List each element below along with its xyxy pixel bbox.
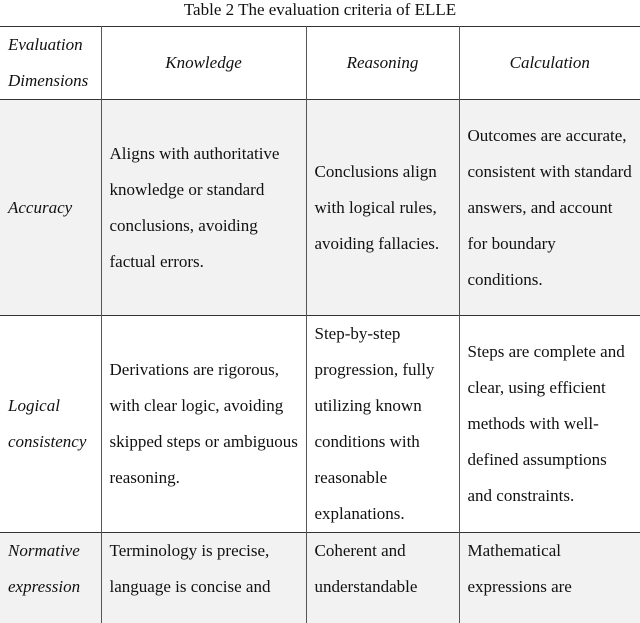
dimension-label: Logical consistency	[8, 396, 87, 451]
cell-reasoning	[306, 100, 459, 316]
header-knowledge	[101, 27, 306, 100]
header-calculation	[459, 27, 640, 100]
header-knowledge-label: Knowledge	[165, 53, 242, 72]
header-evaluation-dimensions-label: Evaluation Dimensions	[8, 35, 89, 90]
header-evaluation-dimensions	[0, 27, 101, 100]
cell-reasoning	[306, 533, 459, 623]
table-caption: Table 2 The evaluation criteria of ELLE	[183, 0, 457, 19]
calculation-criterion: Outcomes are accurate, consistent with standard answers, and account for boundary conditions.	[467, 125, 632, 289]
dimension-label: Accuracy	[8, 197, 73, 217]
knowledge-criterion: Terminology is precise, language is concise and	[109, 541, 271, 596]
knowledge-criterion: Aligns with authoritative knowledge or standard conclusions, avoiding factual errors.	[109, 143, 280, 271]
reasoning-criterion: Coherent and understandable	[314, 541, 418, 596]
cell-calculation	[459, 100, 640, 316]
evaluation-criteria-table	[0, 26, 640, 623]
cell-calculation	[459, 533, 640, 623]
cell-knowledge	[101, 316, 306, 533]
calculation-criterion: Steps are complete and clear, using efficient methods with well-defined assumptions and constraints.	[467, 342, 625, 505]
table-row-logical-consistency	[0, 316, 640, 533]
cell-dimension	[0, 100, 101, 316]
table-row-normative-expression	[0, 533, 640, 623]
knowledge-criterion: Derivations are rigorous, with clear logic, avoiding skipped steps or ambiguous reasoning.	[109, 360, 298, 487]
calculation-criterion: Mathematical expressions are	[467, 541, 572, 596]
cell-calculation	[459, 316, 640, 533]
table-row-accuracy	[0, 100, 640, 316]
header-reasoning-label: Reasoning	[346, 53, 419, 72]
table-header-row	[0, 27, 640, 100]
cell-knowledge	[101, 100, 306, 316]
cell-dimension	[0, 316, 101, 533]
reasoning-criterion: Conclusions align with logical rules, avoiding fallacies.	[314, 161, 440, 253]
reasoning-criterion: Step-by-step progression, fully utilizing known conditions with reasonable explanations.	[314, 324, 435, 523]
dimension-label: Normative expression	[8, 541, 81, 596]
cell-dimension	[0, 533, 101, 623]
header-reasoning	[306, 27, 459, 100]
cell-reasoning	[306, 316, 459, 533]
header-calculation-label: Calculation	[509, 53, 590, 72]
cell-knowledge	[101, 533, 306, 623]
